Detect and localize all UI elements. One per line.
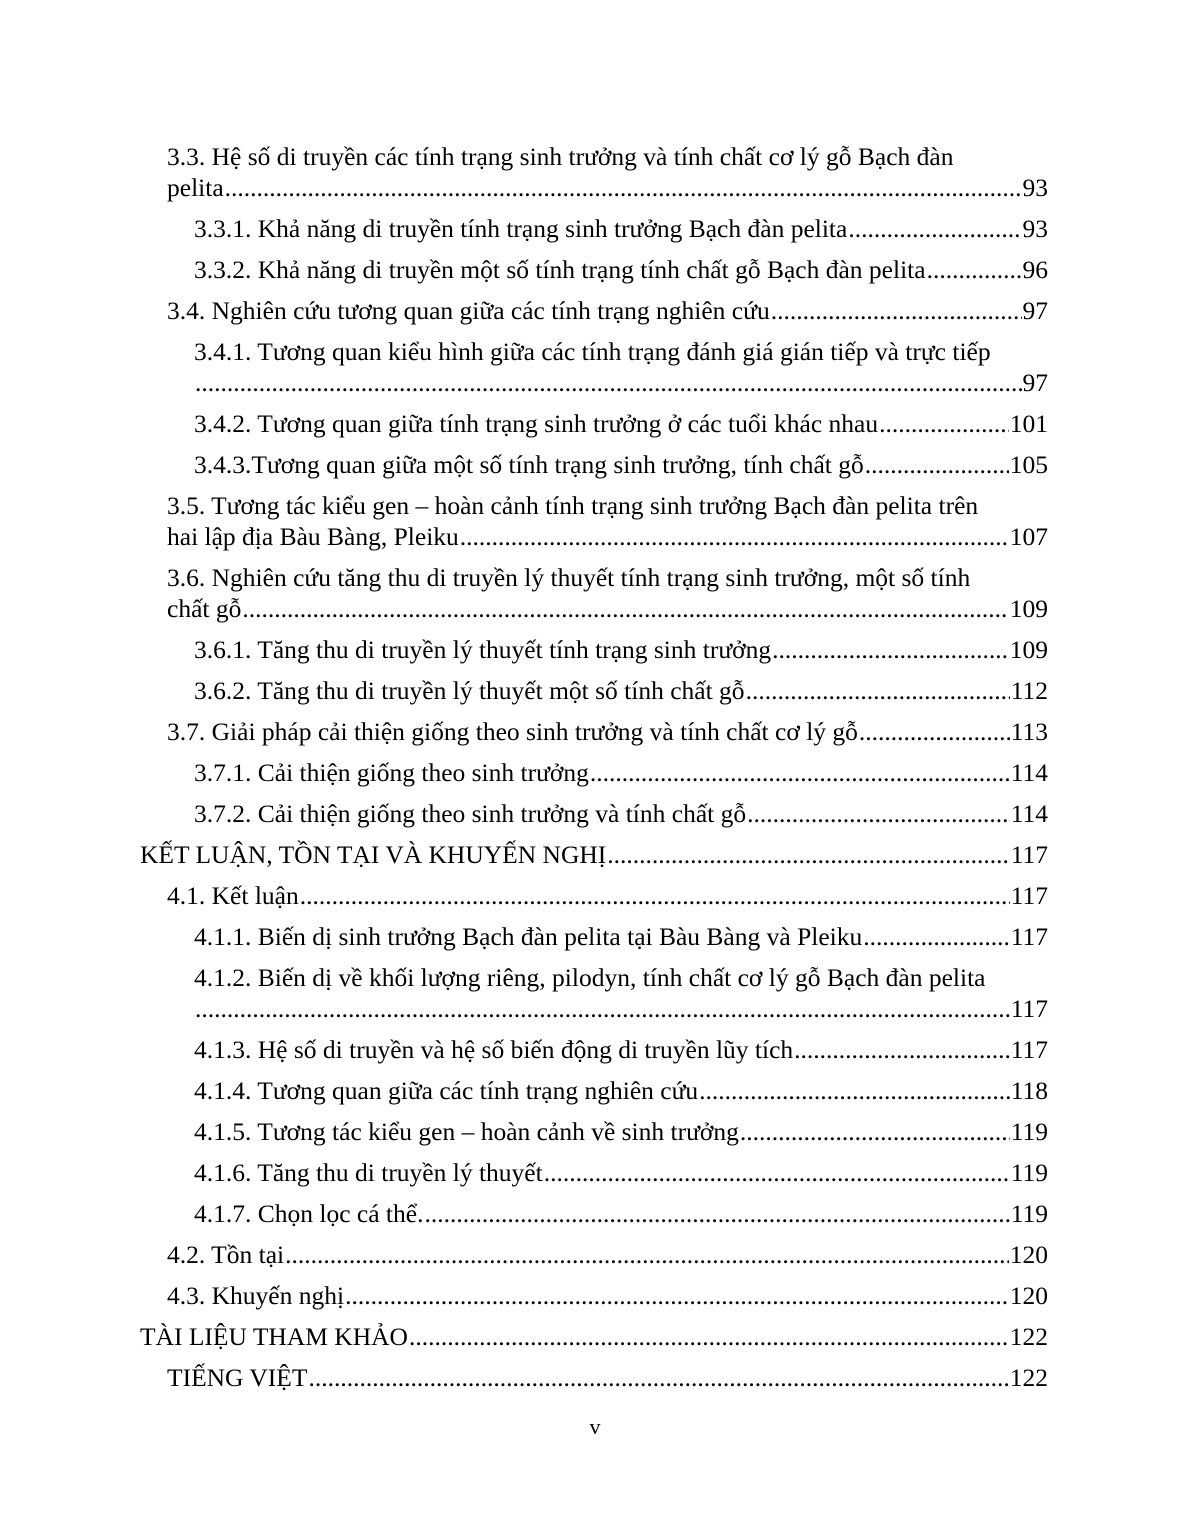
toc-entry[interactable] xyxy=(140,1280,1048,1311)
toc-entry-page: 118 xyxy=(1010,1076,1048,1105)
dot-leader xyxy=(285,1239,1009,1270)
toc-entry[interactable] xyxy=(140,716,1048,747)
toc-entry-title: KẾT LUẬN, TỒN TẠI VÀ KHUYẾN NGHỊ xyxy=(140,840,607,869)
toc-entry-page: 97 xyxy=(1022,296,1048,325)
dot-leader xyxy=(699,1075,1010,1106)
page-number: v xyxy=(589,1414,601,1439)
toc-entry-page: 105 xyxy=(1009,450,1048,479)
toc-entry[interactable] xyxy=(140,449,1048,480)
dot-leader xyxy=(772,634,1009,665)
dot-leader xyxy=(865,449,1009,480)
dot-leader xyxy=(195,993,1010,1024)
toc-entry-page: 120 xyxy=(1009,1240,1048,1269)
toc-entry[interactable] xyxy=(140,562,1048,624)
dot-leader xyxy=(424,1198,1009,1229)
toc-entry[interactable] xyxy=(140,1157,1048,1188)
toc-entry-page: 114 xyxy=(1010,799,1048,828)
dot-leader xyxy=(544,1157,1010,1188)
toc-entry-page: 112 xyxy=(1010,676,1048,705)
toc-entry-page: 109 xyxy=(1009,594,1048,623)
toc-entry-page: 119 xyxy=(1010,1117,1048,1146)
toc-entry-title: TÀI LIỆU THAM KHẢO xyxy=(140,1322,408,1351)
dot-leader xyxy=(345,1280,1009,1311)
toc-entry[interactable] xyxy=(140,1034,1048,1065)
toc-entry-page: 120 xyxy=(1009,1281,1048,1310)
toc-entry-page: 93 xyxy=(1022,214,1048,243)
dot-leader xyxy=(195,367,1022,398)
toc-entry[interactable] xyxy=(140,295,1048,326)
toc-entry[interactable] xyxy=(140,757,1048,788)
toc-entry-page: 96 xyxy=(1022,255,1048,284)
toc-entry[interactable] xyxy=(140,336,1048,398)
toc-entry[interactable] xyxy=(140,798,1048,829)
toc-entry-title: 4.1.1. Biến dị sinh trưởng Bạch đàn pelita tại Bàu Bàng và Pleiku xyxy=(194,922,863,951)
toc-entry-page: 117 xyxy=(1010,1035,1048,1064)
toc-entry[interactable] xyxy=(140,921,1048,952)
toc-entry[interactable] xyxy=(140,839,1048,870)
dot-leader xyxy=(863,921,1009,952)
toc-entry[interactable] xyxy=(140,254,1048,285)
toc-entry[interactable] xyxy=(140,490,1048,552)
toc-entry[interactable] xyxy=(140,213,1048,244)
dot-leader xyxy=(308,1362,1008,1393)
toc-entry-page: 93 xyxy=(1022,173,1048,202)
dot-leader xyxy=(607,839,1009,870)
toc-entry-title: 4.3. Khuyến nghị xyxy=(167,1281,345,1310)
toc-entry[interactable] xyxy=(140,1239,1048,1270)
toc-entry-page: 117 xyxy=(1010,922,1048,951)
toc-entry-page: 122 xyxy=(1009,1322,1048,1351)
toc-entry-title: 3.7.2. Cải thiện giống theo sinh trưởng và tính chất gỗ xyxy=(194,799,747,828)
toc-entry-title: 4.1.2. Biến dị về khối lượng riêng, pilodyn, tính chất cơ lý gỗ Bạch đàn pelita xyxy=(194,963,986,992)
dot-leader xyxy=(747,798,1010,829)
toc-entry[interactable] xyxy=(140,880,1048,911)
dot-leader xyxy=(879,408,1009,439)
toc-entry-page: 113 xyxy=(1010,717,1048,746)
dot-leader xyxy=(242,593,1008,624)
toc-entry-page: 114 xyxy=(1010,758,1048,787)
dot-leader xyxy=(740,1116,1010,1147)
toc-entry[interactable] xyxy=(140,1116,1048,1147)
toc-entry-title: 4.1.3. Hệ số di truyền và hệ số biến động di truyền lũy tích xyxy=(194,1035,794,1064)
toc-entry[interactable] xyxy=(140,675,1048,706)
toc-entry-page: 101 xyxy=(1009,409,1048,438)
toc-entry-title: 3.6.1. Tăng thu di truyền lý thuyết tính trạng sinh trưởng xyxy=(194,635,772,664)
toc-entry-title: 3.7.1. Cải thiện giống theo sinh trưởng xyxy=(194,758,589,787)
dot-leader xyxy=(794,1034,1010,1065)
dot-leader xyxy=(460,521,1009,552)
toc-entry[interactable] xyxy=(140,1075,1048,1106)
toc-entry[interactable] xyxy=(140,141,1048,203)
dot-leader xyxy=(300,880,1010,911)
dot-leader xyxy=(771,295,1022,326)
toc-entry-page: 117 xyxy=(1010,840,1048,869)
toc-entry-page: 97 xyxy=(1022,368,1048,397)
toc-entry-title-continued: hai lập địa Bàu Bàng, Pleiku xyxy=(167,522,459,551)
toc-entry-title-continued: chất gỗ xyxy=(167,594,242,623)
toc-entry-page: 122 xyxy=(1009,1363,1048,1392)
toc-entry-title: 4.2. Tồn tại xyxy=(167,1240,285,1269)
toc-entry-title: 3.4.2. Tương quan giữa tính trạng sinh trưởng ở các tuổi khác nhau xyxy=(194,409,879,438)
toc-entry-page: 107 xyxy=(1009,522,1048,551)
toc-entry-title: 4.1. Kết luận xyxy=(167,881,299,910)
toc-entry-title: 3.3.1. Khả năng di truyền tính trạng sinh trưởng Bạch đàn pelita xyxy=(194,214,848,243)
toc-entry-title: 4.1.5. Tương tác kiểu gen – hoàn cảnh về sinh trưởng xyxy=(194,1117,739,1146)
toc-entry[interactable] xyxy=(140,634,1048,665)
toc-entry-title: 3.7. Giải pháp cải thiện giống theo sinh trưởng và tính chất cơ lý gỗ xyxy=(167,717,858,746)
toc-entry[interactable] xyxy=(140,1321,1048,1352)
dot-leader xyxy=(746,675,1010,706)
toc-entry-title: 4.1.6. Tăng thu di truyền lý thuyết xyxy=(194,1158,543,1187)
toc-entry[interactable] xyxy=(140,1362,1048,1393)
toc-entry-title: 3.3.2. Khả năng di truyền một số tính trạng tính chất gỗ Bạch đàn pelita xyxy=(194,255,926,284)
toc-entry-title: 4.1.4. Tương quan giữa các tính trạng nghiên cứu xyxy=(194,1076,699,1105)
toc-entry-title: 3.5. Tương tác kiểu gen – hoàn cảnh tính trạng sinh trưởng Bạch đàn pelita trên xyxy=(167,491,979,520)
toc-entry[interactable] xyxy=(140,962,1048,1024)
toc-entry-page: 119 xyxy=(1010,1199,1048,1228)
toc-entry-title: 3.6.2. Tăng thu di truyền lý thuyết một số tính chất gỗ xyxy=(194,676,745,705)
toc-entry-page: 109 xyxy=(1009,635,1048,664)
toc-entry-title: 3.4. Nghiên cứu tương quan giữa các tính trạng nghiên cứu xyxy=(167,296,770,325)
toc-entry-title: 3.3. Hệ số di truyền các tính trạng sinh trưởng và tính chất cơ lý gỗ Bạch đàn xyxy=(167,142,954,171)
dot-leader xyxy=(927,254,1022,285)
toc-entry-page: 117 xyxy=(1010,994,1048,1023)
toc-entry-title: TIẾNG VIỆT xyxy=(167,1363,308,1392)
dot-leader xyxy=(848,213,1021,244)
toc-entry-title: 3.4.3.Tương quan giữa một số tính trạng sinh trưởng, tính chất gỗ xyxy=(194,450,864,479)
toc-entry-title-continued: pelita xyxy=(167,173,224,202)
dot-leader xyxy=(590,757,1010,788)
dot-leader xyxy=(225,172,1022,203)
dot-leader xyxy=(859,716,1010,747)
toc-entry-title: 3.4.1. Tương quan kiểu hình giữa các tính trạng đánh giá gián tiếp và trực tiếp xyxy=(194,337,991,366)
toc-entry-page: 119 xyxy=(1010,1158,1048,1187)
toc-entry-title: 4.1.7. Chọn lọc cá thể. xyxy=(194,1199,424,1228)
toc-entry[interactable] xyxy=(140,1198,1048,1229)
toc-entry[interactable] xyxy=(140,408,1048,439)
table-of-contents xyxy=(140,141,1048,1403)
toc-entry-title: 3.6. Nghiên cứu tăng thu di truyền lý thuyết tính trạng sinh trưởng, một số tính xyxy=(167,563,971,592)
dot-leader xyxy=(409,1321,1009,1352)
toc-entry-page: 117 xyxy=(1010,881,1048,910)
